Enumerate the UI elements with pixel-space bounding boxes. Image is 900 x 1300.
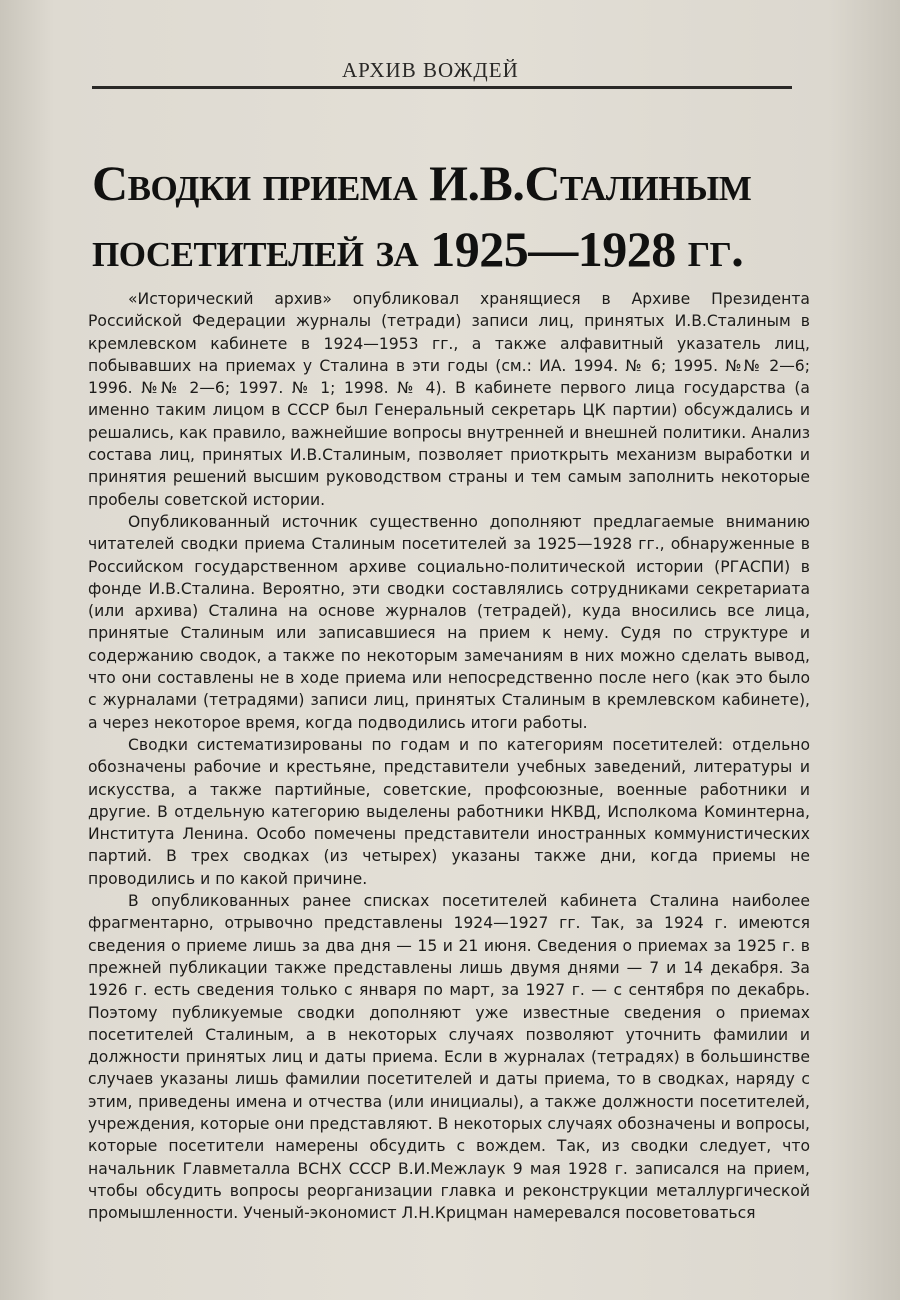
paragraph: В опубликованных ранее списках посетителей кабинета Сталина наиболее фрагментарно, отрывочно представлены 1924—1927 гг. Так, за 1924 г. имеются сведения о приеме лишь за два дня — 15 и 21 июня. Сведения о приемах за 1925 г. в прежней публикации также представлены лишь двумя днями — 7 и 14 декабря. За 1926 г. есть сведения только с января по март, за 1927 г. — с сентября по декабрь. Поэтому публикуемые сводки дополняют уже известные сведения о приемах посетителей Сталиным, а в некоторых случаях позволяют уточнить фамилии и должности принятых лиц и даты приема. Если в журналах (тетрадях) в большинстве случаев указаны лишь фамилии посетителей и даты приема, то в сводках, наряду с этим, приведены имена и отчества (или инициалы), а также должности посетителей, учреждения, которые они представляют. В некоторых случаях обозначены и вопросы, которые посетители намерены обсудить с вождем. Так, из сводки следует, что начальник Главметалла ВСНХ СССР В.И.Межлаук 9 мая 1928 г. записался на прием, чтобы обсудить вопросы реорганизации главка и реконструкции металлургической промышленности. Ученый-экономист Л.Н.Крицман намеревался посоветоваться <box>88 892 810 1223</box>
running-head <box>92 58 792 86</box>
running-head-label: АРХИВ ВОЖДЕЙ <box>342 58 519 82</box>
paragraph: Сводки систематизированы по годам и по категориям посетителей: отдельно обозначены рабочие и крестьяне, представители учебных заведений, литературы и искусства, а также партийные, советские, профсоюзные, военные работники и другие. В отдельную категорию выделены работники НКВД, Исполкома Коминтерна, Института Ленина. Особо помечены представители иностранных коммунистических партий. В трех сводках (из четырех) указаны также дни, когда приемы не проводились и по какой причине. <box>88 735 810 888</box>
article-title <box>92 150 792 282</box>
article-title-line-1: Сводки приема И.В.Сталиным <box>92 155 752 211</box>
paragraph: Опубликованный источник существенно дополняют предлагаемые вниманию читателей сводки приема Сталиным посетителей за 1925—1928 гг., обнаруженные в Российском государственном архиве социально-политической истории (РГАСПИ) в фонде И.В.Сталина. Вероятно, эти сводки составлялись сотрудниками секретариата (или архива) Сталина на основе журналов (тетрадей), куда вносились все лица, принятые Сталиным или записавшиеся на прием к нему. Судя по структуре и содержанию сводок, а также по некоторым замечаниям в них можно сделать вывод, что они составлены не в ходе приема или непосредственно после него (как это было с журналами (тетрадями) записи лиц, принятых Сталиным в кремлевском кабинете), а через некоторое время, когда подводились итоги работы. <box>88 512 810 732</box>
article-body <box>88 288 810 1224</box>
paragraph: «Исторический архив» опубликовал хранящиеся в Архиве Президента Российской Федерации журналы (тетради) записи лиц, принятых И.В.Сталиным в кремлевском кабинете в 1924—1953 гг., а также алфавитный указатель лиц, побывавших на приемах у Сталина в эти годы (см.: ИА. 1994. № 6; 1995. №№ 2—6; 1996. №№ 2—6; 1997. № 1; 1998. № 4). В кабинете первого лица государства (а именно таким лицом в СССР был Генеральный секретарь ЦК партии) обсуждались и решались, как правило, важнейшие вопросы внутренней и внешней политики. Анализ состава лиц, принятых И.В.Сталиным, позволяет приоткрыть механизм выработки и принятия решений высшим руководством страны и тем самым заполнить некоторые пробелы советской истории. <box>88 290 810 509</box>
article-title-line-2: посетителей за 1925—1928 гг. <box>92 221 744 277</box>
running-head-rule <box>92 86 792 89</box>
